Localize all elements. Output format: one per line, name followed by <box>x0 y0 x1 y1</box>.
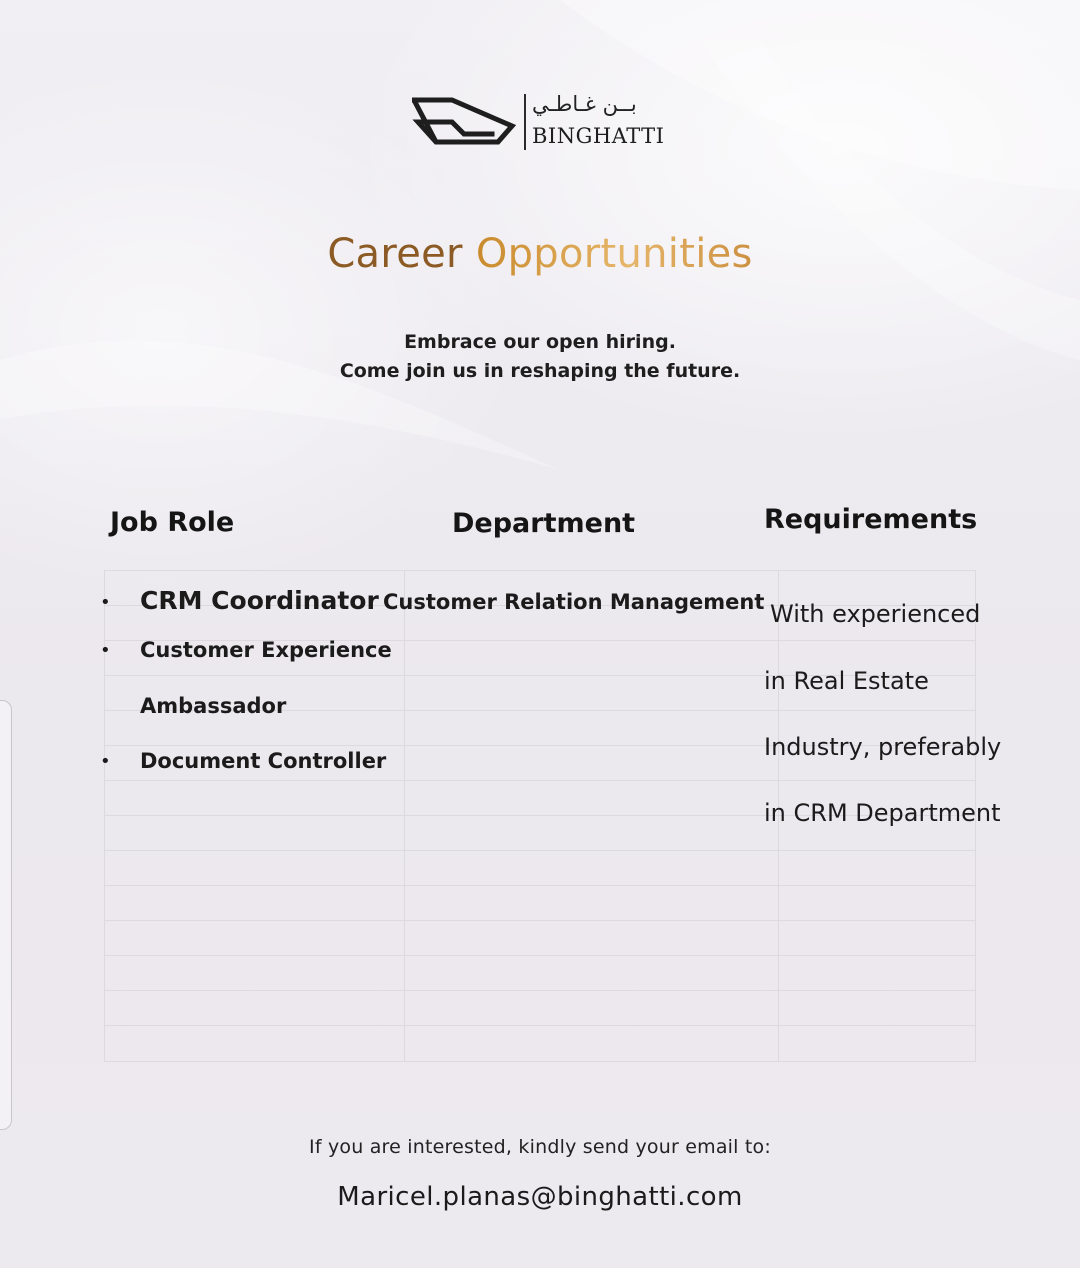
requirement-line-3: Industry, preferably <box>764 733 1002 761</box>
requirement-line-2: in Real Estate <box>764 667 929 695</box>
job-role-customer-experience: Customer Experience <box>140 638 392 662</box>
title-word-career: Career <box>327 231 463 277</box>
requirement-line-4: in CRM Department <box>764 799 1001 827</box>
logo-divider <box>524 94 526 150</box>
department-crm: Customer Relation Management <box>383 590 765 614</box>
job-role-document-controller: Document Controller <box>140 749 387 773</box>
title-word-opportunities: Opportunities <box>475 231 753 277</box>
grid-line <box>104 885 976 886</box>
column-header-requirements: Requirements <box>764 504 978 535</box>
tagline-line-2: Come join us in reshaping the future. <box>339 360 741 382</box>
page-title <box>0 226 1080 282</box>
job-role-crm-coordinator: CRM Coordinator <box>140 586 379 615</box>
tagline-line-1: Embrace our open hiring. <box>404 331 676 353</box>
grid-line <box>404 570 405 1062</box>
bullet-marker: • <box>100 751 111 772</box>
column-header-job-role: Job Role <box>110 507 235 538</box>
grid-line <box>104 570 976 571</box>
brand-arabic-name: بــن غـاطـي <box>532 92 637 116</box>
grid-line <box>104 955 976 956</box>
grid-line <box>104 1061 976 1062</box>
contact-instruction: If you are interested, kindly send your email to: <box>309 1136 771 1158</box>
grid-line <box>104 850 976 851</box>
bullet-marker: • <box>100 592 111 613</box>
requirement-line-1: With experienced <box>770 600 981 628</box>
grid-line <box>104 920 976 921</box>
job-role-ambassador: Ambassador <box>140 694 287 718</box>
grid-line <box>104 1025 976 1026</box>
side-scroll-tab <box>0 700 12 1130</box>
grid-line <box>104 780 976 781</box>
binghatti-logo <box>412 92 672 152</box>
grid-line <box>104 990 976 991</box>
column-header-department: Department <box>452 508 636 539</box>
binghatti-logo-icon <box>412 96 516 148</box>
contact-email[interactable]: Maricel.planas@binghatti.com <box>337 1182 743 1212</box>
brand-latin-name: BINGHATTI <box>532 124 665 148</box>
bullet-marker: • <box>100 640 111 661</box>
